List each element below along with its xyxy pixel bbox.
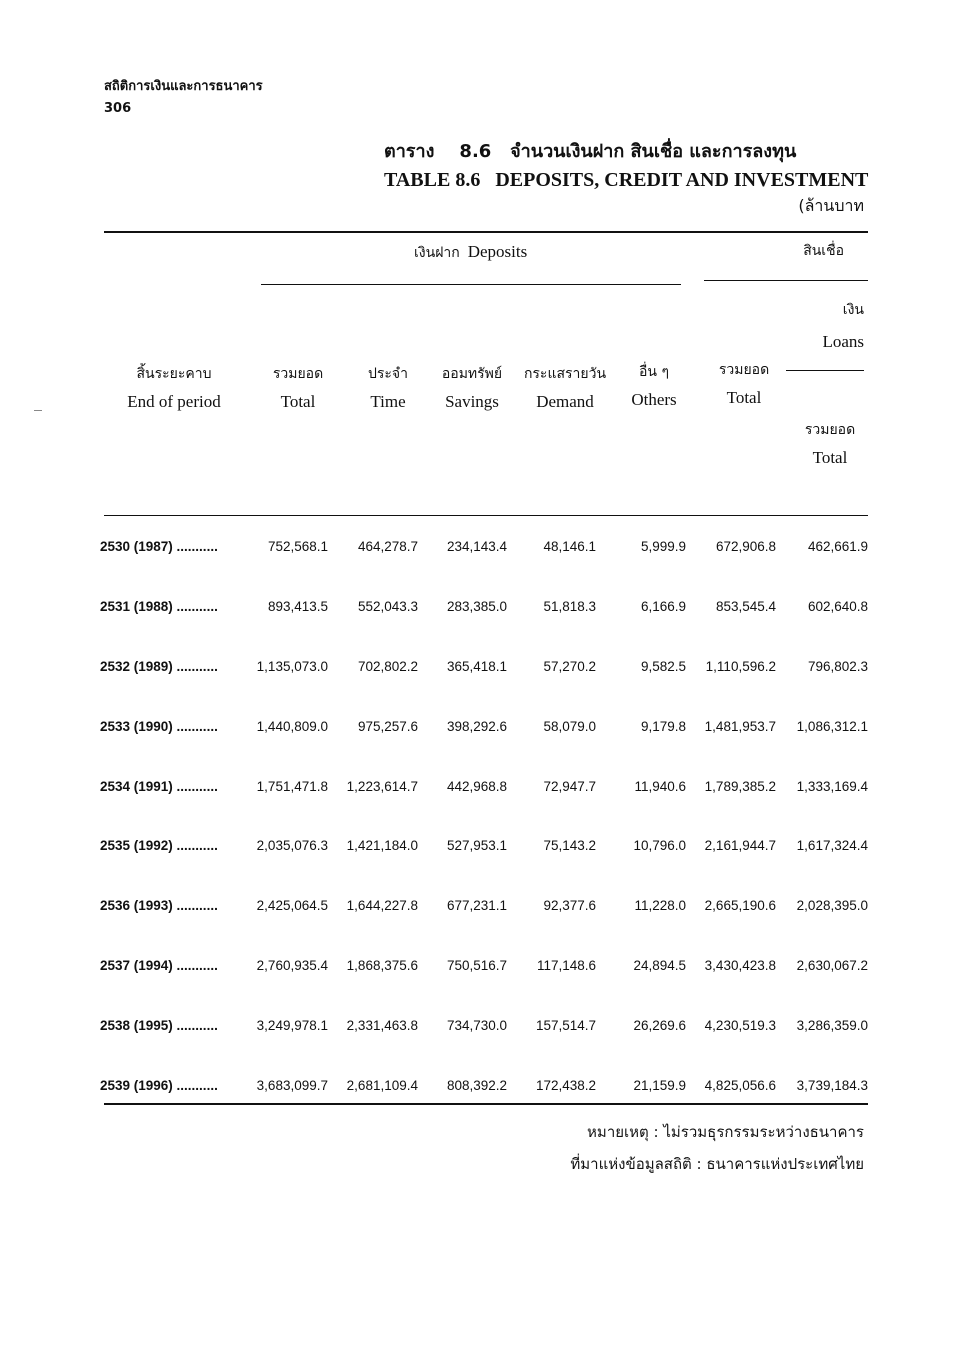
value-cell: 5,999.9: [640, 539, 686, 555]
value-cell: 672,906.8: [715, 539, 776, 555]
header-bottom-rule: [104, 515, 868, 516]
value-cell: 1,868,375.6: [346, 957, 418, 973]
period-cell: 2531 (1988) ...........: [100, 599, 218, 615]
table-row: [100, 637, 868, 697]
loans-underline: [786, 370, 864, 371]
value-cell: 11,228.0: [634, 898, 686, 914]
value-cell: 2,331,463.8: [346, 1017, 418, 1033]
table-row: [100, 816, 868, 876]
col-header-demand-english: Demand: [536, 392, 594, 411]
value-cell: 75,143.2: [543, 838, 596, 854]
period-cell: 2536 (1993) ...........: [100, 898, 218, 914]
col-header-credit-total: [704, 356, 784, 412]
table-row: [100, 577, 868, 637]
period-cell: 2539 (1996) ...........: [100, 1077, 218, 1093]
col-header-time-thai: ประจำ: [368, 366, 408, 382]
value-cell: 602,640.8: [807, 599, 868, 615]
period-cell: 2538 (1995) ...........: [100, 1017, 218, 1033]
loans-header: [822, 296, 864, 356]
col-header-time-english: Time: [370, 392, 406, 411]
value-cell: 1,644,227.8: [346, 898, 418, 914]
col-header-deposits-total: [258, 360, 338, 416]
value-cell: 58,079.0: [543, 718, 596, 734]
value-cell: 3,249,978.1: [256, 1017, 328, 1033]
value-cell: 853,545.4: [715, 599, 776, 615]
value-cell: 1,440,809.0: [256, 718, 328, 734]
period-cell: 2533 (1990) ...........: [100, 718, 218, 734]
value-cell: 442,968.8: [446, 778, 507, 794]
value-cell: 1,481,953.7: [704, 718, 776, 734]
value-cell: 3,739,184.3: [796, 1077, 868, 1093]
table-row: [100, 876, 868, 936]
value-cell: 9,582.5: [640, 658, 686, 674]
table-title-english: TABLE 8.6 DEPOSITS, CREDIT AND INVESTMENT: [384, 169, 869, 191]
col-header-loans-total-thai: รวมยอด: [804, 422, 856, 438]
value-cell: 172,438.2: [535, 1077, 596, 1093]
value-cell: 464,278.7: [357, 539, 418, 555]
value-cell: 9,179.8: [640, 718, 686, 734]
value-cell: 2,035,076.3: [256, 838, 328, 854]
value-cell: 1,751,471.8: [256, 778, 328, 794]
col-header-others: [624, 358, 684, 414]
period-cell: 2534 (1991) ...........: [100, 778, 218, 794]
col-header-deposits-total-english: Total: [280, 392, 316, 411]
value-cell: 2,028,395.0: [796, 898, 868, 914]
value-cell: 2,425,064.5: [256, 898, 328, 914]
value-cell: 157,514.7: [535, 1017, 596, 1033]
value-cell: 975,257.6: [357, 718, 418, 734]
page-header: [104, 76, 263, 120]
value-cell: 3,683,099.7: [256, 1077, 328, 1093]
col-header-loans-total-english: Total: [812, 448, 848, 467]
col-header-others-english: Others: [631, 390, 677, 409]
value-cell: 283,385.0: [446, 599, 507, 615]
value-cell: 462,661.9: [807, 539, 868, 555]
table-row: [100, 517, 868, 577]
value-cell: 51,818.3: [543, 599, 596, 615]
loans-header-english: Loans: [822, 332, 864, 351]
value-cell: 2,760,935.4: [256, 957, 328, 973]
table-row: [100, 936, 868, 996]
col-header-loans-total: [790, 416, 870, 472]
value-cell: 3,430,423.8: [704, 957, 776, 973]
period-cell: 2530 (1987) ...........: [100, 539, 218, 555]
col-header-credit-total-english: Total: [726, 388, 762, 407]
value-cell: 1,333,169.4: [796, 778, 868, 794]
value-cell: 527,953.1: [446, 838, 507, 854]
col-header-period-english: End of period: [127, 392, 221, 411]
value-cell: 796,802.3: [807, 658, 868, 674]
top-rule: [104, 231, 868, 233]
value-cell: 2,681,109.4: [346, 1077, 418, 1093]
col-header-savings-thai: ออมทรัพย์: [441, 366, 503, 382]
value-cell: 752,568.1: [267, 539, 328, 555]
value-cell: 734,730.0: [446, 1017, 507, 1033]
period-cell: 2532 (1989) ...........: [100, 658, 218, 674]
value-cell: 11,940.6: [634, 778, 686, 794]
value-cell: 702,802.2: [357, 658, 418, 674]
value-cell: 1,789,385.2: [704, 778, 776, 794]
deposits-group-header: [414, 242, 527, 264]
value-cell: 24,894.5: [633, 957, 686, 973]
col-header-period: [118, 360, 230, 416]
table-title: [384, 136, 868, 192]
value-cell: 1,110,596.2: [705, 658, 776, 674]
value-cell: 117,148.6: [536, 957, 596, 973]
col-header-credit-total-thai: รวมยอด: [718, 362, 770, 378]
margin-mark: [34, 410, 42, 411]
table-row: [100, 1055, 868, 1115]
value-cell: 4,230,519.3: [704, 1017, 776, 1033]
book-title: สถิติการเงินและการธนาคาร: [104, 79, 263, 94]
col-header-savings: [432, 360, 512, 416]
notes: [570, 1116, 864, 1180]
value-cell: 92,377.6: [543, 898, 596, 914]
value-cell: 398,292.6: [446, 718, 507, 734]
value-cell: 1,421,184.0: [346, 838, 418, 854]
table-title-thai: ตาราง 8.6 จำนวนเงินฝาก สินเชื่อ และการลงทุน: [384, 141, 797, 162]
table-row: [100, 696, 868, 756]
value-cell: 26,269.6: [633, 1017, 686, 1033]
deposits-group-english: Deposits: [467, 242, 528, 261]
col-header-period-thai: สิ้นระยะคาบ: [136, 366, 212, 382]
unit-label: (ล้านบาท: [798, 196, 864, 215]
deposits-group-thai: เงินฝาก: [414, 245, 460, 261]
period-cell: 2537 (1994) ...........: [100, 957, 218, 973]
credit-underline: [704, 280, 868, 281]
deposits-underline: [261, 284, 681, 285]
col-header-time: [348, 360, 428, 416]
value-cell: 3,286,359.0: [796, 1017, 868, 1033]
col-header-demand-thai: กระแสรายวัน: [523, 366, 607, 382]
value-cell: 552,043.3: [357, 599, 418, 615]
value-cell: 1,086,312.1: [796, 718, 868, 734]
value-cell: 48,146.1: [543, 539, 596, 555]
value-cell: 2,161,944.7: [704, 838, 776, 854]
value-cell: 1,223,614.7: [346, 778, 418, 794]
value-cell: 4,825,056.6: [704, 1077, 776, 1093]
col-header-deposits-total-thai: รวมยอด: [272, 366, 324, 382]
note-source: ที่มาแห่งข้อมูลสถิติ : ธนาคารแห่งประเทศไทย: [570, 1155, 864, 1173]
value-cell: 365,418.1: [446, 658, 507, 674]
value-cell: 2,665,190.6: [704, 898, 776, 914]
value-cell: 1,135,073.0: [256, 658, 328, 674]
data-table: [100, 517, 868, 1115]
value-cell: 750,516.7: [446, 957, 507, 973]
value-cell: 6,166.9: [640, 599, 686, 615]
value-cell: 893,413.5: [267, 599, 328, 615]
value-cell: 234,143.4: [446, 539, 507, 555]
value-cell: 72,947.7: [543, 778, 596, 794]
credit-group-thai: สินเชื่อ: [803, 243, 844, 259]
value-cell: 1,617,324.4: [796, 838, 868, 854]
value-cell: 677,231.1: [446, 898, 507, 914]
data-table-body: [100, 517, 868, 1115]
value-cell: 10,796.0: [633, 838, 686, 854]
table-row: [100, 756, 868, 816]
bottom-rule: [104, 1103, 868, 1105]
value-cell: 21,159.9: [633, 1077, 686, 1093]
value-cell: 57,270.2: [543, 658, 596, 674]
col-header-demand: [518, 360, 612, 416]
loans-header-thai: เงิน: [842, 302, 864, 318]
page-number: 306: [104, 101, 132, 116]
col-header-savings-english: Savings: [445, 392, 499, 411]
value-cell: 808,392.2: [446, 1077, 507, 1093]
period-cell: 2535 (1992) ...........: [100, 838, 218, 854]
note-remark: หมายเหตุ : ไม่รวมธุรกรรมระหว่างธนาคาร: [587, 1123, 864, 1141]
table-row: [100, 995, 868, 1055]
col-header-others-thai: อื่น ๆ: [639, 364, 669, 380]
value-cell: 2,630,067.2: [796, 957, 868, 973]
credit-group-header: [803, 240, 852, 262]
